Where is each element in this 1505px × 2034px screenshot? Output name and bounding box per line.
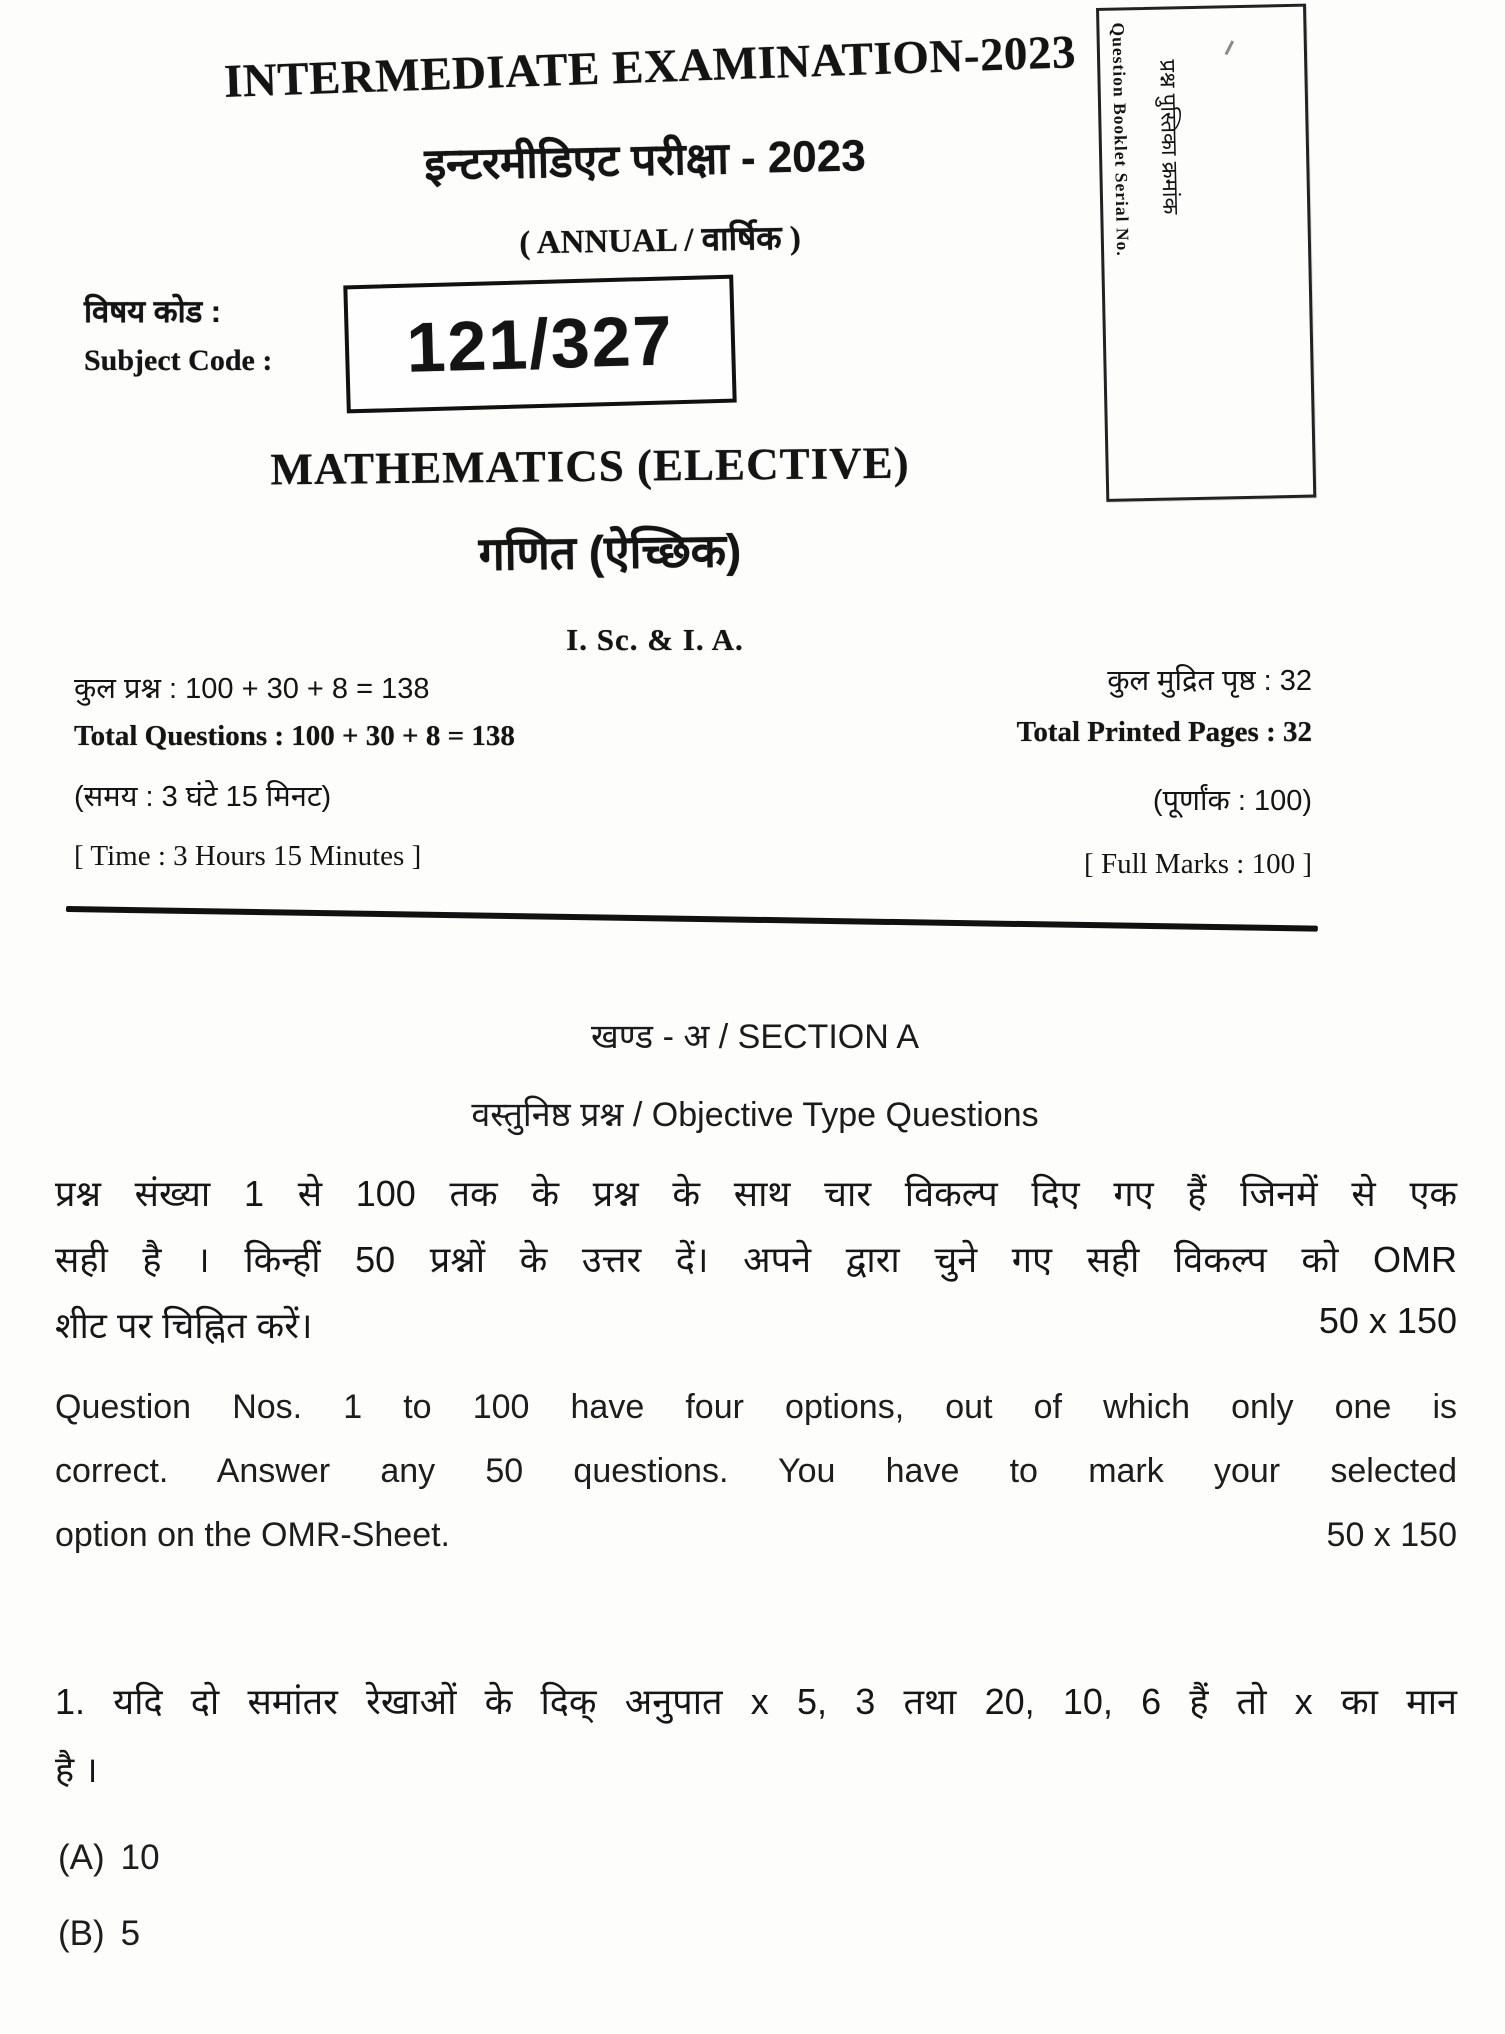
subject-name-hindi: गणित (ऐच्छिक) bbox=[478, 524, 742, 580]
question-booklet-serial-box bbox=[1096, 4, 1316, 502]
instruction-hindi-line2: सही है । किन्हीं 50 प्रश्नों के उत्तर दें। अपने द्वारा चुने गए सही विकल्प को OMR bbox=[55, 1239, 1457, 1280]
serial-box-label-hindi: प्रश्न पुस्तिका क्रमांक bbox=[1155, 59, 1184, 215]
exam-title-english: INTERMEDIATE EXAMINATION-2023 bbox=[223, 26, 1077, 108]
question-1-option-b bbox=[58, 1914, 140, 1954]
option-b-value: 5 bbox=[120, 1914, 141, 1953]
subject-code-label-hindi: विषय कोड : bbox=[84, 294, 222, 329]
question-1-line2: है । bbox=[55, 1749, 98, 1790]
question-1-line1: 1. यदि दो समांतर रेखाओं के दिक् अनुपात x 5, 3 तथा 20, 10, 6 हैं तो x का मान bbox=[55, 1681, 1457, 1722]
subject-code-label-english: Subject Code : bbox=[84, 344, 273, 377]
instruction-hindi-line1: प्रश्न संख्या 1 से 100 तक के प्रश्न के साथ चार विकल्प दिए गए हैं जिनमें से एक bbox=[55, 1173, 1457, 1214]
full-marks-english: [ Full Marks : 100 ] bbox=[1084, 848, 1312, 880]
instruction-english-line1: Question Nos. 1 to 100 have four options, out of which only one is bbox=[55, 1388, 1457, 1426]
total-questions-hindi: कुल प्रश्न : 100 + 30 + 8 = 138 bbox=[74, 673, 430, 705]
scan-artifact-mark bbox=[1225, 40, 1234, 55]
instruction-hindi-line3 bbox=[55, 1300, 1457, 1349]
header-divider-rule bbox=[66, 906, 1318, 932]
section-subheading: वस्तुनिष्ठ प्रश्न / Objective Type Questions bbox=[471, 1096, 1039, 1134]
option-a-value: 10 bbox=[120, 1838, 160, 1877]
instruction-hindi-line3-text: शीट पर चिह्नित करें। bbox=[55, 1305, 313, 1346]
serial-box-label-english: Question Booklet Serial No. bbox=[1108, 22, 1134, 257]
exam-title-hindi: इन्टरमीडिएट परीक्षा - 2023 bbox=[423, 131, 867, 190]
option-b-label: (B) bbox=[58, 1914, 105, 1953]
instruction-english-marks: 50 x 150 bbox=[1326, 1516, 1457, 1554]
section-heading: खण्ड - अ / SECTION A bbox=[590, 1018, 920, 1056]
subject-code-value: 121/327 bbox=[405, 301, 675, 387]
instruction-english-line2: correct. Answer any 50 questions. You have to mark your selected bbox=[55, 1452, 1457, 1490]
subject-code-box bbox=[343, 275, 736, 414]
instruction-english-line3 bbox=[55, 1516, 1457, 1555]
printed-pages-english: Total Printed Pages : 32 bbox=[1016, 716, 1312, 748]
instruction-english-line3-text: option on the OMR-Sheet. bbox=[55, 1516, 451, 1554]
question-1-option-a bbox=[58, 1838, 160, 1878]
time-hindi: (समय : 3 घंटे 15 मिनट) bbox=[74, 781, 332, 813]
subject-name-english: MATHEMATICS (ELECTIVE) bbox=[270, 437, 910, 495]
printed-pages-hindi: कुल मुद्रित पृष्ठ : 32 bbox=[1107, 665, 1312, 697]
time-english: [ Time : 3 Hours 15 Minutes ] bbox=[74, 840, 422, 872]
full-marks-hindi: (पूर्णांक : 100) bbox=[1152, 785, 1312, 817]
total-questions-english: Total Questions : 100 + 30 + 8 = 138 bbox=[74, 720, 515, 752]
stream-line: I. Sc. & I. A. bbox=[566, 622, 744, 657]
option-a-label: (A) bbox=[58, 1838, 105, 1877]
instruction-hindi-marks: 50 x 150 bbox=[1318, 1300, 1457, 1341]
annual-line: ( ANNUAL / वार्षिक ) bbox=[518, 220, 802, 262]
